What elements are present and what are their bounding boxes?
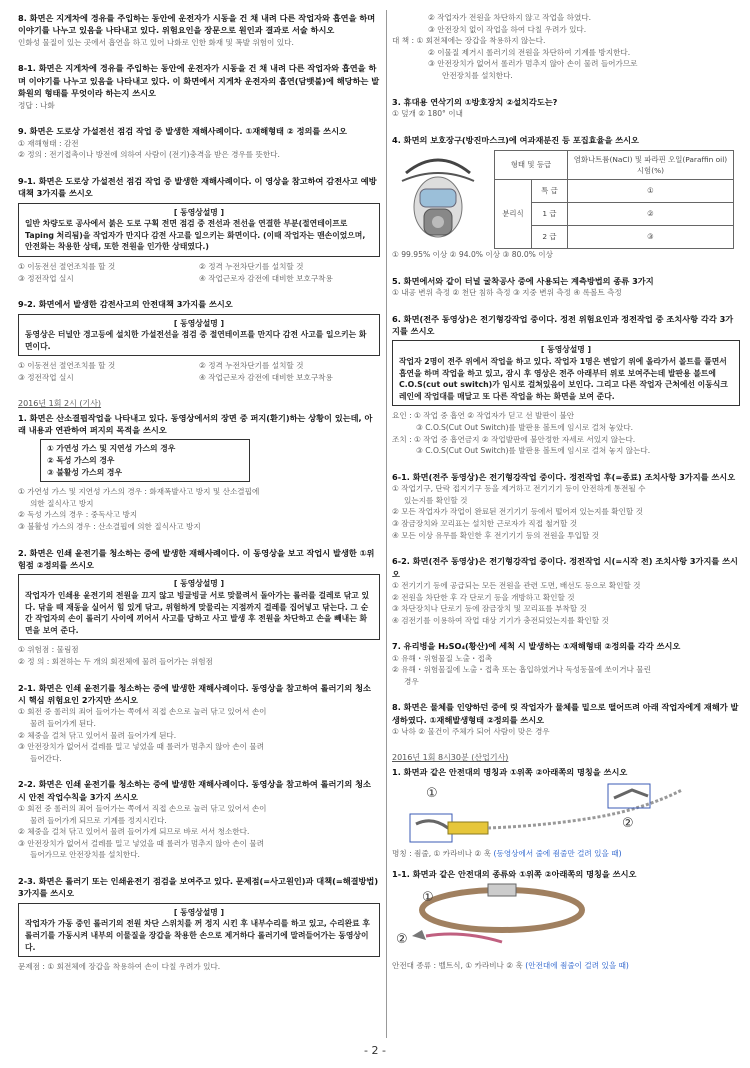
value-cell: ①: [567, 179, 733, 202]
box-title: [ 동영상설명 ]: [173, 579, 225, 589]
question-7: [392, 640, 740, 687]
video-description-box: [18, 314, 380, 357]
grade-cell: 2 급: [532, 225, 568, 248]
question-text: 1. 화면은 산소결핍작업을 나타내고 있다. 동영상에서의 장면 중 퍼지(환기)하는 상황이 있는데, 아래 내용과 연관하여 퍼지의 목적을 쓰시오: [18, 412, 373, 435]
answer-line: 조치 : ① 작업 중 흡연금지 ② 작업발판에 불안정한 자세로 서있지 않는다.: [392, 434, 636, 444]
question-text: 8. 화면은 지게차에 경유를 주입하는 동안에 운전자가 시동을 건 채 내려 다른 작업자와 흡연을 하며 이야기를 나누고 있음을 나타내고 있다. 위험요인을 장문으로 원인과 결과로 서술 하시오: [18, 13, 376, 36]
question-2: [18, 547, 380, 668]
video-description-box: [18, 574, 380, 640]
answer-line: ③ 안전장치가 없어서 걸레를 밀고 넣었을 때 롤러가 멈추지 않아 손이 물려: [18, 838, 265, 848]
answer-line: ② 유해・위험물질에 노출・접촉 또는 흡입하였거나 독성동물에 쏘이거나 물린: [392, 665, 651, 675]
question-text: 3. 휴대용 연삭기의 ①방호장치 ②설치각도는?: [392, 96, 558, 107]
table-header: 염화나트륨(NaCl) 및 파라핀 오일(Paraffin oil) 시험(%): [567, 150, 733, 179]
question-9-1: [18, 175, 380, 284]
question-1: [18, 412, 380, 533]
label-1: ①: [422, 890, 434, 906]
belt-drawing: [392, 880, 740, 960]
answer-line: ① 재해형태 : 감전: [18, 138, 79, 148]
question-text: 6. 화면(전주 동영상)은 전기형강작업 중이다. 정전 위험요인과 정전작업 중 조치사항 각각 3가지를 쓰시오: [392, 313, 734, 336]
question-text: 2-2. 화면은 인쇄 윤전기를 청소하는 중에 발생한 재해사례이다. 동영상을 참고하여 롤러기의 청소 시 안전 작업수칙을 3가지 쓰시오: [18, 779, 371, 802]
row-header: 분리식: [495, 179, 532, 248]
answer-note: (안전대에 죔줄이 걸려 있을 때): [525, 961, 629, 971]
answer-line: ④ 모든 이상 유무를 확인한 후 전기기기 등의 전원을 투입할 것: [392, 530, 599, 540]
exam-heading: 2016년 1회 2시 (기사): [18, 398, 102, 408]
question-9-2: [18, 298, 380, 383]
answer-grid: [18, 261, 380, 284]
video-description-box: [18, 203, 380, 257]
value-cell: ③: [567, 225, 733, 248]
answer-line: ② 이물질 제거시 롤러기의 전원을 차단하여 기계를 방지한다.: [428, 47, 631, 57]
continued-answer: [392, 12, 740, 82]
answer-item: ① 이동전선 절연조치를 할 것: [18, 361, 116, 371]
question-2-3: [18, 875, 380, 973]
question-text: 8. 화면은 물체를 인양하던 중에 릿 작업자가 물체를 밑으로 떨어뜨려 아래 작업자에게 재해가 발생하였다. ①재해발생형태 ②정의를 쓰시오: [392, 702, 739, 725]
box-line: ③ 불활성 가스의 경우: [47, 467, 122, 477]
box-text: 동영상은 터널안 경고등에 설치한 가설전선을 점검 중 절연테이프를 만지다 감전 사고를 일으키는 화면이다.: [25, 330, 367, 351]
answer-prefix: 명칭 : 죔줄, ① 카라비나 ② 훅: [392, 849, 494, 859]
question-1-1-harness: [392, 868, 740, 972]
answer-line: 경우: [404, 676, 419, 686]
question-3: [392, 96, 740, 120]
answer-line: 물려 들어가게 된다.: [30, 718, 96, 728]
box-title: [ 동영상설명 ]: [540, 345, 592, 355]
question-text: 1-1. 화면과 같은 안전대의 종류와 ①위쪽 ②아래쪽의 명칭을 쓰시오: [392, 868, 637, 879]
filter-efficiency-table: [494, 150, 734, 249]
question-text: 7. 유리병을 H₂SO₄(황산)에 세척 시 발생하는 ①재해형태 ②정의를 각각 쓰시오: [392, 641, 681, 652]
box-text: 작업자 2명이 전주 위에서 작업을 하고 있다. 작업자 1명은 변압기 위에 올라가서 볼트를 풀면서 흡연을 하며 작업을 하고 있고, 잠시 후 영상은 전주 아래부터 위로 보여주는데 발판용 볼트에 C.O.S(cut out switch)가 임시로 걸쳐있음이 보인다. 그리고 다른 작업자 근처에선 이동식크레인에 작업대를 매달고 또 다른 작업을 하는 화면을 보여 준다.: [399, 356, 728, 401]
question-1-harness: [392, 766, 740, 860]
question-text: 2-1. 화면은 인쇄 윤전기를 청소하는 중에 발생한 재해사례이다. 동영상을 참고하여 롤러기의 청소 시 핵심 위험요인 2가지만 쓰시오: [18, 682, 371, 705]
answer-line: ③ 안전장치가 없어서 롤러가 멈추지 않아 손이 물려 들어가므로: [428, 59, 638, 69]
answer-text: ① 내공 변위 측정 ② 천단 침하 측정 ③ 지중 변위 측정 ④ 록볼트 측정: [392, 287, 622, 297]
question-text: 8-1. 화면은 지게차에 경유를 주입하는 동안에 운전자가 시동을 건 채 내려 다른 작업자와 흡연을 하며 이야기를 나누고 있음을 나타내고 있다. 이 화면에서 지게차 운전자의 흡연(담뱃불)에 해당하는 발화원의 형태를 무엇이라 하는지 쓰시오: [18, 63, 380, 99]
question-4: [392, 134, 740, 261]
answer-line: ② 정의 : 전기접촉이나 방전에 의하여 사람이 (전기)충격을 받은 경우를 뜻한다.: [18, 150, 280, 160]
question-text: 9. 화면은 도로상 가설전선 점검 작업 중 발생한 재해사례이다. ①재해형태 ② 정의를 쓰시오: [18, 126, 347, 137]
answer-line: ③ 안전장치 없이 작업을 하여 다칠 우려가 있다.: [428, 24, 587, 34]
answer-line: 안전장치를 설치한다.: [442, 70, 513, 80]
answer-item: ① 이동전선 절연조치를 할 것: [18, 262, 116, 271]
answer-line: ① 회전 중 롤러의 죄어 들어가는 쪽에서 직접 손으로 눌러 닦고 있어서 손이: [18, 707, 267, 717]
table-header: 형태 및 등급: [495, 150, 568, 179]
question-6: [392, 313, 740, 457]
grade-cell: 1 급: [532, 202, 568, 225]
question-text: 1. 화면과 같은 안전대의 명칭과 ①위쪽 ②아래쪽의 명칭을 쓰시오: [392, 766, 628, 777]
answer-item: ② 정격 누전차단기를 설치할 것: [199, 361, 304, 371]
mask-table-row: [392, 150, 740, 249]
answer-text: 인화성 물질이 있는 곳에서 흡연을 하고 있어 나화로 인한 화재 및 폭발 위험이 있다.: [18, 37, 294, 47]
question-text: 4. 화면의 보호장구(방진마스크)에 여과재분진 등 포집효율을 쓰시오: [392, 134, 639, 145]
question-text: 9-2. 화면에서 발생한 감전사고의 안전대책 3가지를 쓰시오: [18, 299, 233, 310]
left-column: [18, 12, 380, 987]
answer-line: ① 전기기기 등에 공급되는 모든 전원을 관련 도면, 배선도 등으로 확인할 것: [392, 580, 641, 590]
box-title: [ 동영상설명 ]: [173, 907, 225, 917]
answer-line: 물려 들어가게 되므로 기계를 정지시킨다.: [30, 815, 167, 825]
answer-line: ③ 잠금장치와 꼬리표는 설치한 근로자가 직접 철거할 것: [392, 518, 578, 528]
answer-text: ① 낙하 ② 물건이 주체가 되어 사람이 맞은 경우: [392, 727, 550, 737]
column-divider: [386, 10, 387, 1038]
value-cell: ②: [567, 202, 733, 225]
answer-prefix: 안전대 종류 : 벨트식, ① 카라비나 ② 훅: [392, 961, 526, 971]
answer-line: ③ 차단장치나 단로기 등에 잠금장치 및 꼬리표를 부착할 것: [392, 604, 587, 614]
box-text: 일반 차량도로 공사에서 붉은 도로 구획 전면 점검 중 전선과 전선을 연결한 부분(절연테이프로 Taping 처리됨)을 작업자가 만지다 감전 사고를 일으키는 화면이다. (이때 작업자는 맨손이었으며, 안전화는 착용한 상태, 또한 전원을 인가한 상태였다.): [25, 219, 366, 252]
answer-line: [392, 960, 740, 972]
answer-line: ② 정 의 : 회전하는 두 개의 회전체에 물려 들어가는 위험점: [18, 656, 213, 666]
answer-line: ③ C.O.S(Cut Out Switch)를 발판용 볼트에 임시로 걸쳐 놓지 않는다.: [416, 446, 651, 456]
answer-line: [392, 848, 740, 860]
answer-item: ④ 작업근로자 감전에 대비한 보호구착용: [199, 273, 333, 283]
box-text: 작업자가 가동 중인 롤러기의 전원 차단 스위치를 꺼 정지 시킨 후 내부수리를 하고 있고, 수리완료 후 롤러기를 가동시켜 내부의 이물질을 장갑을 착용한 손으로 제거하다 롤러기에 말려들어가는 동영상이다.: [25, 919, 370, 952]
page-number: - 2 -: [364, 1044, 386, 1057]
question-6-1: [392, 471, 740, 541]
question-8: [392, 701, 740, 737]
question-text: 2. 화면은 인쇄 윤전기를 청소하는 중에 발생한 재해사례이다. 이 동영상을 보고 작업시 발생한 ①위험점 ②정의를 쓰시오: [18, 547, 375, 570]
answer-line: ① 회전 중 롤러의 죄어 들어가는 쪽에서 직접 손으로 눌러 닦고 있어서 손이: [18, 804, 267, 814]
answer-line: ③ 안전장치가 없어서 걸레를 밀고 넣었을 때 롤러가 멈추지 않아 손이 물려: [18, 742, 265, 752]
grade-cell: 특 급: [532, 179, 568, 202]
answer-text: ① 덮개 ② 180° 이내: [392, 108, 463, 118]
box-line: ① 가연성 가스 및 지연성 가스의 경우: [47, 444, 176, 454]
answer-line: 문제점 : ① 회전체에 장갑을 착용하여 손이 다칠 우려가 있다.: [18, 962, 221, 972]
question-text: 5. 화면에서와 같이 터널 굴착공사 중에 사용되는 계측방법의 종류 3가지: [392, 275, 654, 286]
answer-item: ② 정격 누전차단기를 설치할 것: [199, 262, 304, 271]
dust-mask-image: [392, 151, 484, 247]
question-text: 2-3. 화면은 롤러기 또는 인쇄윤전기 점검을 보여주고 있다. 문제점(=사고원인)과 대책(=해결방법) 3가지를 쓰시오: [18, 876, 379, 899]
answer-line: ② 모든 작업자가 작업이 완료된 전기기기 등에서 떨어져 있는지를 확인할 것: [392, 507, 644, 517]
answer-line: ② 체중을 걸쳐 닦고 있어서 물려 들어가게 되므로 바로 서서 청소한다.: [18, 827, 250, 837]
answer-line: ① 유해・위험물질 노출・접촉: [392, 653, 493, 663]
answer-text: ① 99.95% 이상 ② 94.0% 이상 ③ 80.0% 이상: [392, 249, 553, 259]
answer-text: 정답 : 나화: [18, 100, 55, 110]
answer-line: ② 전원을 차단한 후 각 단로기 등을 개방하고 확인할 것: [392, 592, 575, 602]
box-title: [ 동영상설명 ]: [173, 318, 225, 328]
answer-line: 의한 질식사고 방지: [30, 498, 94, 508]
video-description-box: [18, 903, 380, 957]
exam-heading: 2016년 1회 8시30분 (산업기사): [392, 752, 509, 762]
answer-item: ④ 작업근로자 감전에 대비한 보호구착용: [199, 372, 333, 382]
answer-line: ② 독성 가스의 경우 : 중독사고 방지: [18, 510, 138, 520]
lanyard-image: [392, 778, 740, 848]
box-line: ② 독성 가스의 경우: [47, 455, 115, 465]
answer-line: ① 작업기구, 단락 접지기구 등을 제거하고 전기기기 등이 안전하게 통전될 수: [392, 484, 646, 494]
lanyard-drawing: [392, 778, 740, 848]
gas-list-box: [40, 439, 250, 482]
answer-note: (동영상에서 줄에 죔줄만 걸려 있을 때): [493, 849, 622, 859]
label-2: ②: [622, 816, 634, 832]
question-text: 6-2. 화면(전주 동영상)은 전기형강작업 중이다. 정전작업 시(=시작 전) 조치사항 3가지를 쓰시오: [392, 556, 738, 579]
answer-line: ③ C.O.S(Cut Out Switch)를 발판용 볼트에 임시로 걸쳐 놓았다.: [416, 422, 634, 432]
answer-line: 있는지를 확인할 것: [404, 495, 468, 505]
label-1: ①: [426, 786, 438, 802]
answer-item: ③ 정전작업 실시: [18, 273, 74, 283]
answer-line: ③ 불활성 가스의 경우 : 산소결핍에 의한 질식사고 방지: [18, 521, 201, 531]
belt-image: [392, 880, 740, 960]
right-column: [392, 12, 740, 986]
question-6-2: [392, 555, 740, 626]
question-9: [18, 125, 380, 161]
answer-item: ③ 정전작업 실시: [18, 372, 74, 382]
question-8: [18, 12, 380, 48]
box-title: [ 동영상설명 ]: [173, 207, 225, 217]
answer-line: 요인 : ① 작업 중 흡연 ② 작업자가 딛고 선 발판이 불안: [392, 411, 575, 421]
answer-line: 들어간다.: [30, 753, 62, 763]
box-text: 작업자가 인쇄용 윤전기의 전원을 끄지 않고 빙글빙글 서로 맞물려서 돌아가는 롤러를 걸레로 닦고 있다. 닦을 때 재동을 실어서 힘 있게 닦고, 위험하게 맞물리는 지점까지 걸레를 집어넣고 닦는다. 그 순간 작업자의 손이 롤러기 사이에 끼어서 사고를 당하고 사고 발생 후 전원을 차단하고 손을 빼내는 화면을 보여 준다.: [25, 590, 370, 635]
answer-line: ① 가연성 가스 및 지연성 가스의 경우 : 화재폭발사고 방지 및 산소결핍에: [18, 487, 260, 497]
video-description-box: [392, 340, 740, 406]
answer-line: ① 위험점 : 물림점: [18, 645, 79, 655]
question-2-1: [18, 682, 380, 765]
answer-line: ④ 검전기를 이용하여 작업 대상 기기가 충전되었는지를 확인할 것: [392, 615, 609, 625]
question-8-1: [18, 62, 380, 111]
question-2-2: [18, 778, 380, 861]
answer-grid: [18, 360, 380, 383]
answer-line: 대 책 : ① 회전체에는 장갑을 착용하지 않는다.: [392, 36, 546, 46]
question-5: [392, 275, 740, 299]
answer-line: ② 체중을 걸쳐 닦고 있어서 물려 들어가게 된다.: [18, 730, 177, 740]
question-text: 6-1. 화면(전주 동영상)은 전기형강작업 중이다. 정전작업 후(=종료) 조치사항 3가지를 쓰시오: [392, 471, 736, 482]
label-2: ②: [396, 932, 408, 948]
answer-line: 들어가므로 안전장치를 설치한다.: [30, 850, 140, 860]
question-text: 9-1. 화면은 도로상 가설전선 점검 작업 중 발생한 재해사례이다. 이 영상을 참고하여 감전사고 예방대책 3가지를 쓰시오: [18, 175, 377, 199]
answer-line: ② 작업자가 전원을 차단하지 않고 작업을 하였다.: [428, 13, 592, 22]
